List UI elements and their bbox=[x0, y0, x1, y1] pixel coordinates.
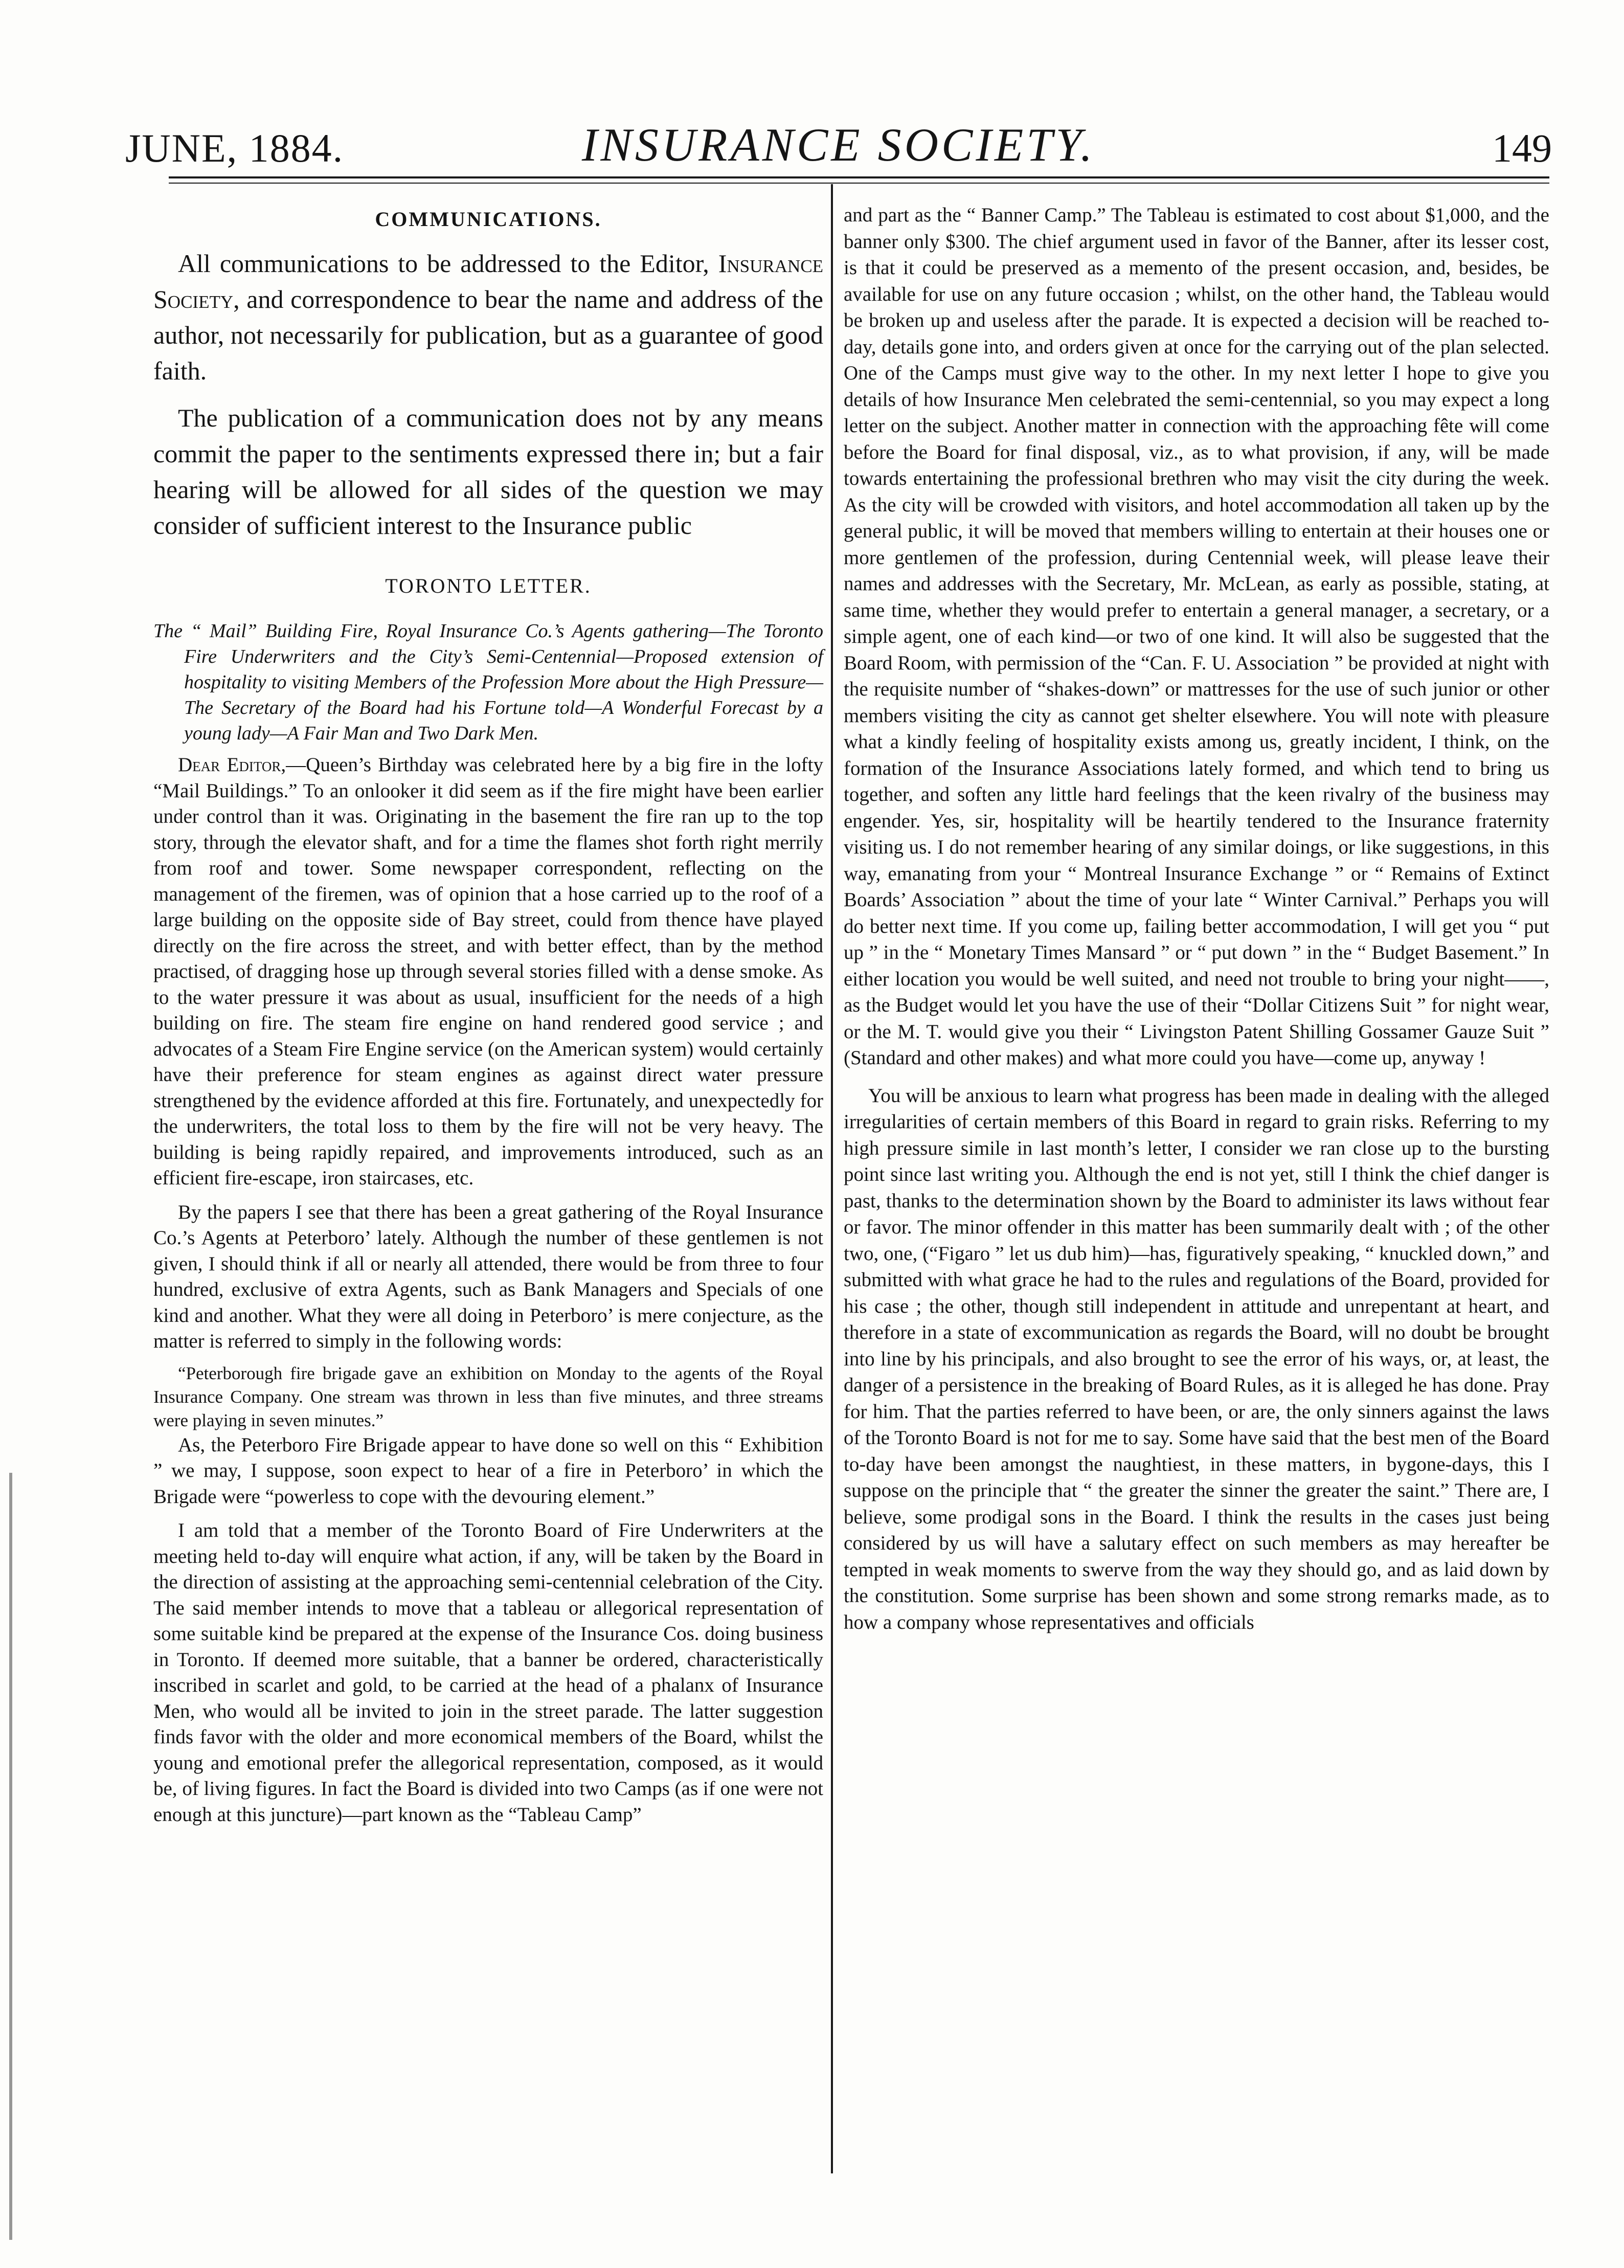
header-rule bbox=[169, 176, 1549, 178]
letter-paragraph-5: and part as the “ Banner Camp.” The Tableau is estimated to cost about $1,000, and the banner only $300. The chief argument used in favor of the Banner, after its lesser cost, is that it could be preserved as a memento of the present occasion, and, besides, be available for use on any future occasion ; whilst, on the other hand, the Tableau would be broken up and useless after the parade. It is expected a decision will be reached to-day, details gone into, and orders given at once for the carrying out of the plan selected. One of the Camps must give way to the other. In my next letter I hope to give you details of how Insurance Men celebrated the semi-centennial, so you may expect a long letter on the subject. Another matter in connection with the approaching fête will come before the Board for final disposal, viz., as to what provision, if any, will be made towards entertaining the professional brethren who may visit the city during the week. As the city will be crowded with visitors, and hotel accommodation all taken up by the general public, it will be moved that members willing to entertain at their houses one or more gentlemen of the profession, during Centennial week, will please leave their names and addresses with the Secretary, Mr. McLean, as early as possible, stating, at same time, whether they would prefer to entertain a general manager, a secretary, or a simple agent, one of each kind—or two of one kind. It will also be suggested that the Board Room, with permission of the “Can. F. U. Association ” be provided at night with the requisite number of “shakes-down” or mattresses for the use of such junior or other members visiting the city as cannot get shelter elsewhere. You will note with pleasure what a kindly feeling of hospitality exists among us, greatly incident, I think, on the formation of the Insurance Associations lately formed, and which tend to bring us together, and soften any little hard feelings that the keen rivalry of the business may engender. Yes, sir, hospitality will be heartily tendered to the Insurance fraternity visiting us. I do not remember hearing of any similar doings, or like suggestions, in this way, emanating from your “ Montreal Insurance Exchange ” or “ Remains of Extinct Boards’ Association ” about the time of your late “ Winter Carnival.” Perhaps you will do better next time. If you come up, failing better accommodation, I will get you “ put up ” in the “ Monetary Times Mansard ” or “ put down ” in the “ Budget Basement.” In either location you would be well suited, and need not trouble to bring your night——, as the Budget would let you have the use of their “Dollar Citizens Suit ” for night wear, or the M. T. would give you their “ Livingston Patent Shilling Gossamer Gauze Suit ” (Standard and other makes) and what more could you have—come up, anyway ! bbox=[844, 204, 1549, 1069]
letter-paragraph-1-text: —Queen’s Birthday was celebrated here by a big fire in the lofty “Mail Buildings.” To an onlooker it did seem as if the fire might have been earlier under control than it was. Originating in the basement the fire ran up to the top story, through the elevator shaft, and for a time the flames shot forth right merrily from roof and tower. Some newspaper correspondent, reflecting on the management of the firemen, was of opinion that a hose carried up to the roof of a large building on the opposite side of Bay street, could from thence have played directly on the fire across the street, and with better effect, than by the method practised, of dragging hose up through several stories filled with a dense smoke. As to the water pressure it was about as usual, insufficient for the needs of a high building on fire. The steam fire engine on hand rendered good service ; and advocates of a Steam Fire Engine service (on the American system) would certainly have their preference for steam engines as against direct water pressure strengthened by the evidence afforded at this fire. Fortunately, and unexpectedly for the underwriters, the total loss to them by the fire will not be very heavy. The building is being rapidly repaired, and improvements introduced, such as an efficient fire-escape, iron staircases, etc. bbox=[153, 754, 823, 1189]
header-rule-thin bbox=[169, 183, 1549, 184]
letter-synopsis: The “ Mail” Building Fire, Royal Insurance Co.’s Agents gathering—The Toronto Fire Underwriters and the City’s Semi-Centennial—Proposed extension of hospitality to visiting Members of the Profession More about the High Pressure—The Secretary of the Board had his Fortune told—A Wonderful Forecast by a young lady—A Fair Man and Two Dark Men. bbox=[153, 620, 823, 744]
scan-margin-mark bbox=[9, 1473, 12, 2240]
letter-paragraph-3: As, the Peterboro Fire Brigade appear to have done so well on this “ Exhibition ” we may, I suppose, soon expect to hear of a fire in Peterboro’ in which the Brigade were “powerless to cope with the devouring element.” bbox=[153, 1433, 823, 1508]
left-column bbox=[153, 202, 823, 1828]
issue-date: JUNE, 1884. bbox=[125, 126, 344, 170]
communications-paragraph-1 bbox=[153, 245, 823, 389]
publication-name: Insurance Society bbox=[153, 249, 824, 313]
communications-paragraph-2: The publication of a communication does not by any means commit the paper to the sentiments expressed there in; but a fair hearing will be allowed for all sides of the question we may consider of sufficient interest to the Insurance public bbox=[153, 403, 823, 540]
page-number: 149 bbox=[1492, 126, 1552, 170]
communications-heading: COMMUNICATIONS. bbox=[375, 208, 602, 231]
letter-paragraph-2: By the papers I see that there has been a great gathering of the Royal Insurance Co.’s Agents at Peterboro’ lately. Although the number of these gentlemen is not given, I should think if all or nearly all attended, there would be from three to four hundred, exclusive of extra Agents, such as Bank Managers and Specials of one kind and another. What they were all doing in Peterboro’ is mere conjecture, as the matter is referred to simply in the following words: bbox=[153, 1201, 823, 1352]
communications-text-a: All communications to be addressed to the Editor, bbox=[178, 249, 709, 278]
letter-paragraph-4: I am told that a member of the Toronto Board of Fire Underwriters at the meeting held to-day will enquire what action, if any, will be taken by the Board in the direction of assisting at the approaching semi-centennial celebration of the City. The said member intends to move that a tableau or allegorical representation of some suitable kind be prepared at the expense of the Insurance Cos. doing business in Toronto. If deemed more suitable, that a banner be ordered, characteristically inscribed in scarlet and gold, to be carried at the head of a phalanx of Insurance Men, who would all be invited to join in the street parade. The latter suggestion finds favor with the older and more economical members of the Board, whilst the young and emotional prefer the allegorical representation, composed, as it would be, of living figures. In fact the Board is divided into two Camps (as if one were not enough at this juncture)—part known as the “Tableau Camp” bbox=[153, 1519, 823, 1826]
salutation: Dear Editor, bbox=[178, 754, 286, 776]
quoted-passage: “Peterborough fire brigade gave an exhibition on Monday to the agents of the Royal Insurance Company. One stream was thrown in less than five minutes, and three streams were playing in seven minutes.” bbox=[153, 1363, 823, 1430]
right-column bbox=[844, 202, 1549, 1635]
letter-paragraph-6: You will be anxious to learn what progress has been made in dealing with the alleged irregularities of certain members of this Board in regard to grain risks. Referring to my high pressure simile in last month’s letter, I consider we ran close up to the bursting point since last writing you. Although the end is not yet, still I think the chief danger is past, thanks to the determination shown by the Board to administer its laws without fear or favor. The minor offender in this matter has been summarily dealt with ; of the other two, one, (“Figaro ” let us dub him)—has, figuratively speaking, “ knuckled down,” and submitted with what grace he had to the rules and regulations of the Board, provided for his case ; the other, though still independent in attitude and unrepentant at heart, and therefore in a state of excommunication as regards the Board, will no doubt be brought into line by his principals, and also brought to see the error of his ways, or, at least, the danger of a persistence in the breaking of Board Rules, as it is alleged he has done. Pray for him. That the parties referred to have been, or are, the only sinners against the laws of the Toronto Board is not for me to say. Some have said that the best men of the Board to-day have been amongst the naughtiest, in these matters, in bygone-days, this I suppose on the principle that “ the greater the sinner the greater the saint.” There are, I believe, some prodigal sons in the Board. I think the results in the cases just being considered by us will have a salutary effect on such members as may hereafter be tempted in weak moments to swerve from the way they should go, and as laid down by the constitution. Some surprise has been shown and some strong remarks made, as to how a company whose representatives and officials bbox=[844, 1084, 1549, 1633]
communications-text-c: , and correspondence to bear the name and address of the author, not necessarily for publication, but as a guarantee of good faith. bbox=[153, 285, 823, 385]
letter-heading: TORONTO LETTER. bbox=[385, 574, 592, 597]
publication-title: INSURANCE SOCIETY. bbox=[581, 119, 1096, 171]
page-header bbox=[125, 105, 1552, 182]
letter-paragraph-1 bbox=[153, 752, 823, 1192]
column-divider bbox=[831, 184, 833, 2173]
